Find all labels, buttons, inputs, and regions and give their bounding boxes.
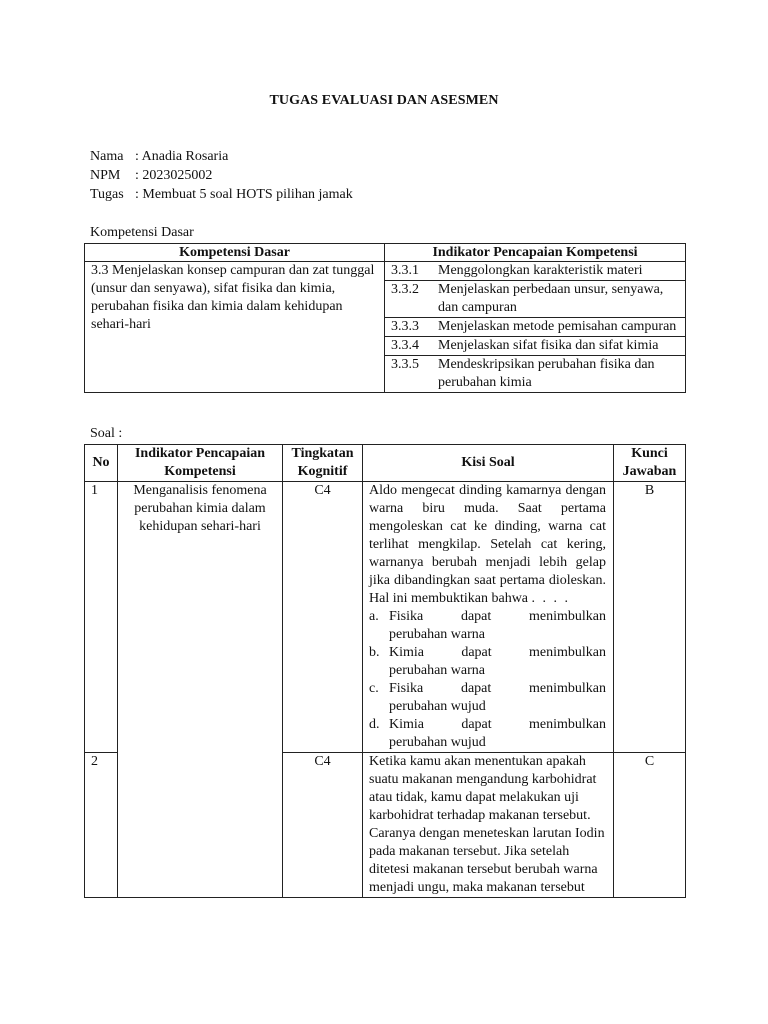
option-text: Fisika dapat menimbulkan	[389, 681, 606, 696]
option-letter: d.	[369, 717, 380, 732]
header-indikator: Indikator Pencapaian Kompetensi	[385, 244, 686, 262]
table-row	[85, 482, 686, 753]
table-row	[85, 262, 686, 281]
indikator-item	[385, 262, 686, 281]
kompetensi-table	[84, 243, 686, 393]
indikator-item	[385, 281, 686, 318]
info-label: Nama	[90, 149, 124, 164]
answer-option-a	[369, 608, 606, 644]
header-kunci: Kunci Jawaban	[614, 445, 686, 482]
indikator-number: 3.3.2	[391, 282, 419, 297]
option-letter: c.	[369, 681, 379, 696]
row-kognitif: C4	[283, 482, 363, 753]
option-text: Fisika dapat menimbulkan	[389, 609, 606, 624]
kompetensi-heading: Kompetensi Dasar	[90, 225, 194, 240]
question-text: Aldo mengecat dinding kamarnya dengan warna biru muda. Saat pertama mengoleskan cat ke dinding, warna cat terlihat mengkilap. Setelah cat kering, warnanya berubah menjadi lebih gelap jika dibandingkan saat pertama dioleskan. Hal ini membuktikan bahwa . . . .	[369, 483, 606, 606]
student-info	[90, 148, 353, 205]
option-letter: a.	[369, 609, 379, 624]
row-kunci: B	[614, 482, 686, 753]
row-indikator: Menganalisis fenomena perubahan kimia dalam kehidupan sehari-hari	[118, 482, 283, 898]
answer-option-d	[369, 716, 606, 752]
soal-table-header	[85, 445, 686, 482]
info-value: : Membuat 5 soal HOTS pilihan jamak	[135, 187, 353, 202]
option-text: Kimia dapat menimbulkan	[389, 645, 606, 660]
indikator-number: 3.3.3	[391, 319, 419, 334]
soal-table	[84, 444, 686, 898]
indikator-text: Mendeskripsikan perubahan fisika dan perubahan kimia	[438, 357, 655, 390]
info-row-npm	[90, 167, 353, 186]
header-no: No	[85, 445, 118, 482]
indikator-item	[385, 318, 686, 337]
kompetensi-table-header	[85, 244, 686, 262]
answer-option-b	[369, 644, 606, 680]
option-letter: b.	[369, 645, 380, 660]
option-text: Kimia dapat menimbulkan	[389, 717, 606, 732]
row-kisi-soal: Ketika kamu akan menentukan apakah suatu makanan mengandung karbohidrat atau tidak, kamu dapat melakukan uji karbohidrat terhadap makanan tersebut. Caranya dengan meneteskan larutan Iodin pada makanan tersebut. Jika setelah ditetesi makanan tersebut berubah warna menjadi ungu, maka makanan tersebut	[363, 753, 614, 898]
info-value: : 2023025002	[135, 168, 213, 183]
header-kompetensi-dasar: Kompetensi Dasar	[85, 244, 385, 262]
info-row-tugas	[90, 186, 353, 205]
indikator-item	[385, 337, 686, 356]
header-kognitif: Tingkatan Kognitif	[283, 445, 363, 482]
option-text-cont: perubahan warna	[389, 627, 486, 642]
row-kunci: C	[614, 753, 686, 898]
indikator-number: 3.3.4	[391, 338, 419, 353]
indikator-text: Menggolongkan karakteristik materi	[438, 263, 643, 278]
info-label: NPM	[90, 168, 121, 183]
answer-option-c	[369, 680, 606, 716]
indikator-item	[385, 356, 686, 393]
row-kisi-soal	[363, 482, 614, 753]
document-title: TUGAS EVALUASI DAN ASESMEN	[269, 93, 499, 108]
indikator-text: Menjelaskan perbedaan unsur, senyawa, dan campuran	[438, 282, 664, 315]
option-text-cont: perubahan wujud	[389, 735, 486, 750]
question-ellipsis: . . . .	[531, 591, 571, 606]
indikator-number: 3.3.5	[391, 357, 419, 372]
option-text-cont: perubahan wujud	[389, 699, 486, 714]
soal-heading: Soal :	[90, 426, 123, 441]
option-text-cont: perubahan warna	[389, 663, 486, 678]
indikator-text: Menjelaskan metode pemisahan campuran	[438, 319, 677, 334]
indikator-text: Menjelaskan sifat fisika dan sifat kimia	[438, 338, 659, 353]
info-row-nama	[90, 148, 353, 167]
indikator-number: 3.3.1	[391, 263, 419, 278]
info-label: Tugas	[90, 187, 124, 202]
header-indikator: Indikator Pencapaian Kompetensi	[118, 445, 283, 482]
kompetensi-dasar-text: 3.3 Menjelaskan konsep campuran dan zat tunggal (unsur dan senyawa), sifat fisika dan kimia, perubahan fisika dan kimia dalam kehidupan sehari-hari	[85, 262, 385, 393]
header-kisi-soal: Kisi Soal	[363, 445, 614, 482]
row-number: 1	[85, 482, 118, 753]
info-value: : Anadia Rosaria	[135, 149, 229, 164]
row-kognitif: C4	[283, 753, 363, 898]
row-number: 2	[85, 753, 118, 898]
